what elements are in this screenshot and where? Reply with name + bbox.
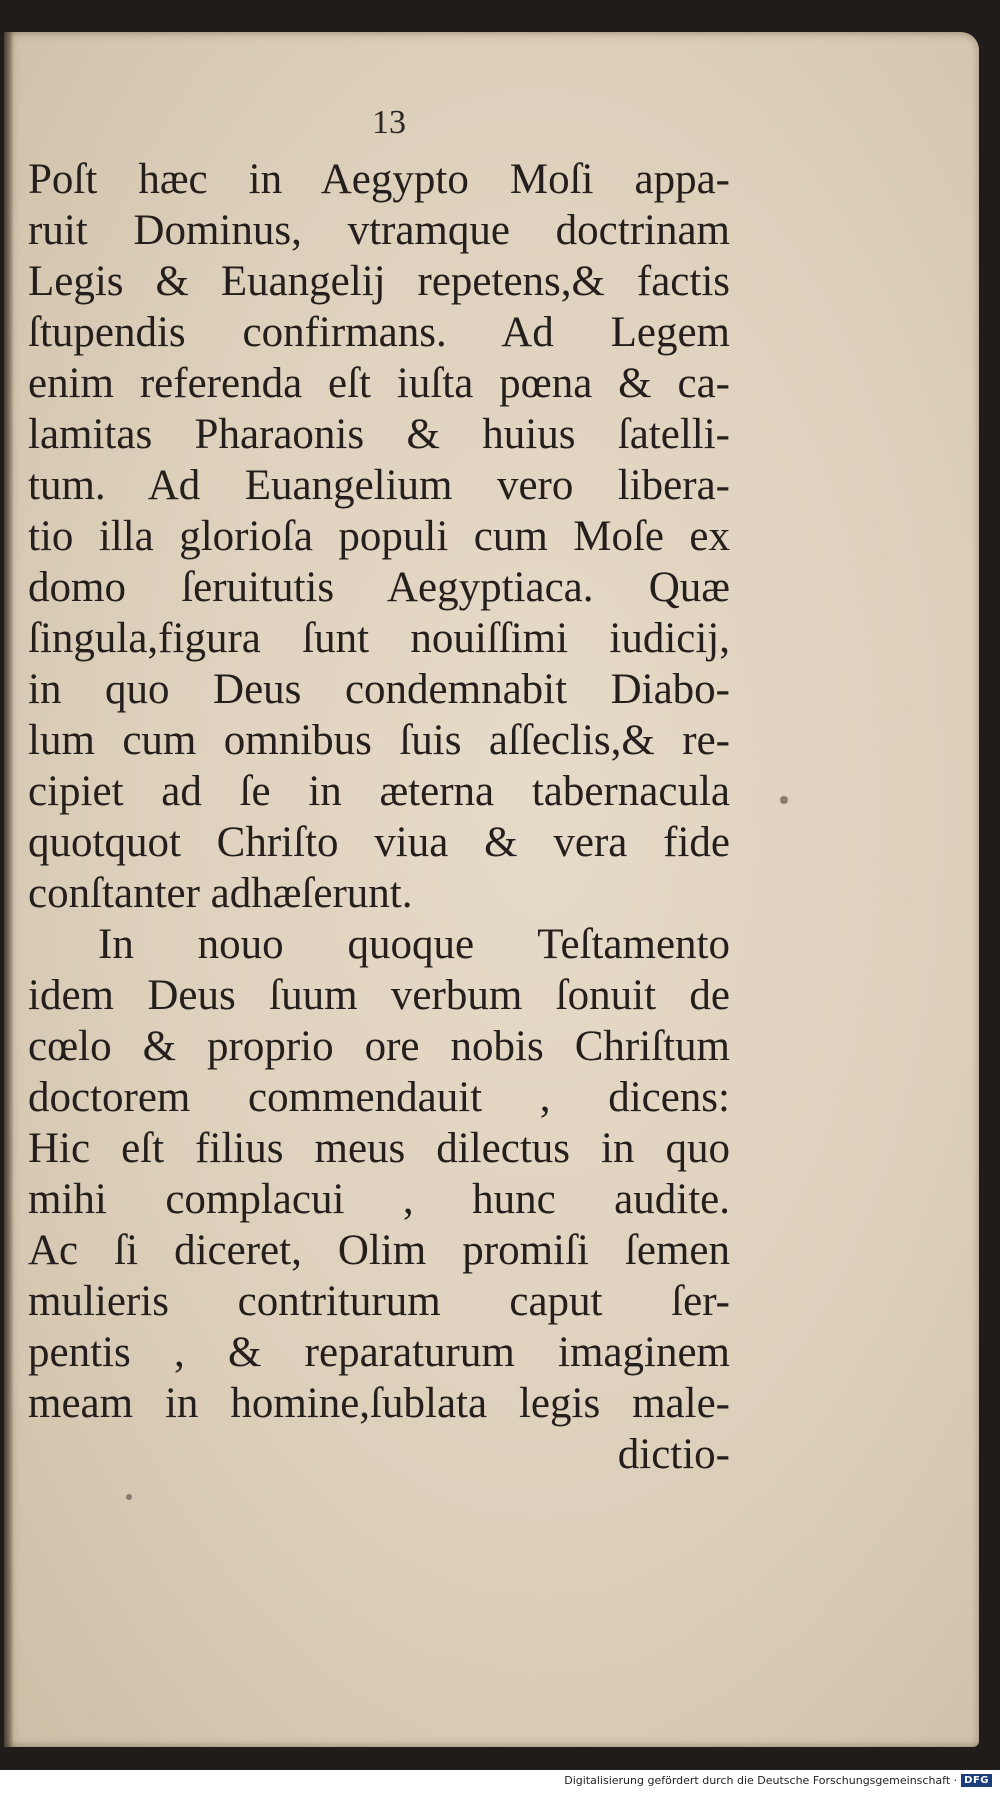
text-line: pentis , & reparaturum imaginem	[28, 1329, 730, 1376]
text-line: Ac ſi diceret, Olim promiſi ſemen	[28, 1227, 730, 1274]
text-line: mulieris contriturum caput ſer-	[28, 1278, 730, 1325]
page-number: 13	[372, 104, 406, 141]
text-line: conſtanter adhæſerunt.	[28, 870, 413, 917]
text-line: tum. Ad Euangelium vero libera-	[28, 462, 730, 509]
text-line: ruit Dominus, vtramque doctrinam	[28, 207, 730, 254]
text-line: enim referenda eſt iuſta pœna & ca-	[28, 360, 730, 407]
text-line: ſtupendis confirmans. Ad Legem	[28, 309, 730, 356]
catchword: dictio-	[617, 1431, 730, 1478]
footer-credit	[564, 1774, 992, 1787]
text-line: lamitas Pharaonis & huius ſatelli-	[28, 411, 730, 458]
text-line: tio illa glorioſa populi cum Moſe ex	[28, 513, 730, 560]
page-gutter-shadow	[4, 32, 14, 1747]
text-line: ſingula,figura ſunt nouiſſimi iudicij,	[28, 615, 730, 662]
dfg-logo: DFG	[961, 1774, 992, 1787]
text-line: domo ſeruitutis Aegyptiaca. Quæ	[28, 564, 730, 611]
text-line: cipiet ad ſe in æterna tabernacula	[28, 768, 730, 815]
text-line: idem Deus ſuum verbum ſonuit de	[28, 972, 730, 1019]
text-line: cœlo & proprio ore nobis Chriſtum	[28, 1023, 730, 1070]
text-line: in quo Deus condemnabit Diabo-	[28, 666, 730, 713]
book-page	[4, 32, 979, 1747]
text-line: quotquot Chriſto viua & vera fide	[28, 819, 730, 866]
text-line: lum cum omnibus ſuis aſſeclis,& re-	[28, 717, 730, 764]
text-line: Hic eſt filius meus dilectus in quo	[28, 1125, 730, 1172]
paper-speck	[126, 1494, 132, 1500]
paper-speck	[780, 796, 788, 804]
text-line: mihi complacui , hunc audite.	[28, 1176, 730, 1223]
footer-credit-text: Digitalisierung gefördert durch die Deutsche Forschungsgemeinschaft ·	[564, 1774, 958, 1787]
text-line: meam in homine,ſublata legis male-	[28, 1380, 730, 1427]
text-line: Poſt hæc in Aegypto Moſi appa-	[28, 156, 730, 203]
text-line: doctorem commendauit , dicens:	[28, 1074, 730, 1121]
text-line: In nouo quoque Teſtamento	[98, 921, 730, 968]
text-block	[28, 154, 730, 1480]
text-line: Legis & Euangelij repetens,& factis	[28, 258, 730, 305]
